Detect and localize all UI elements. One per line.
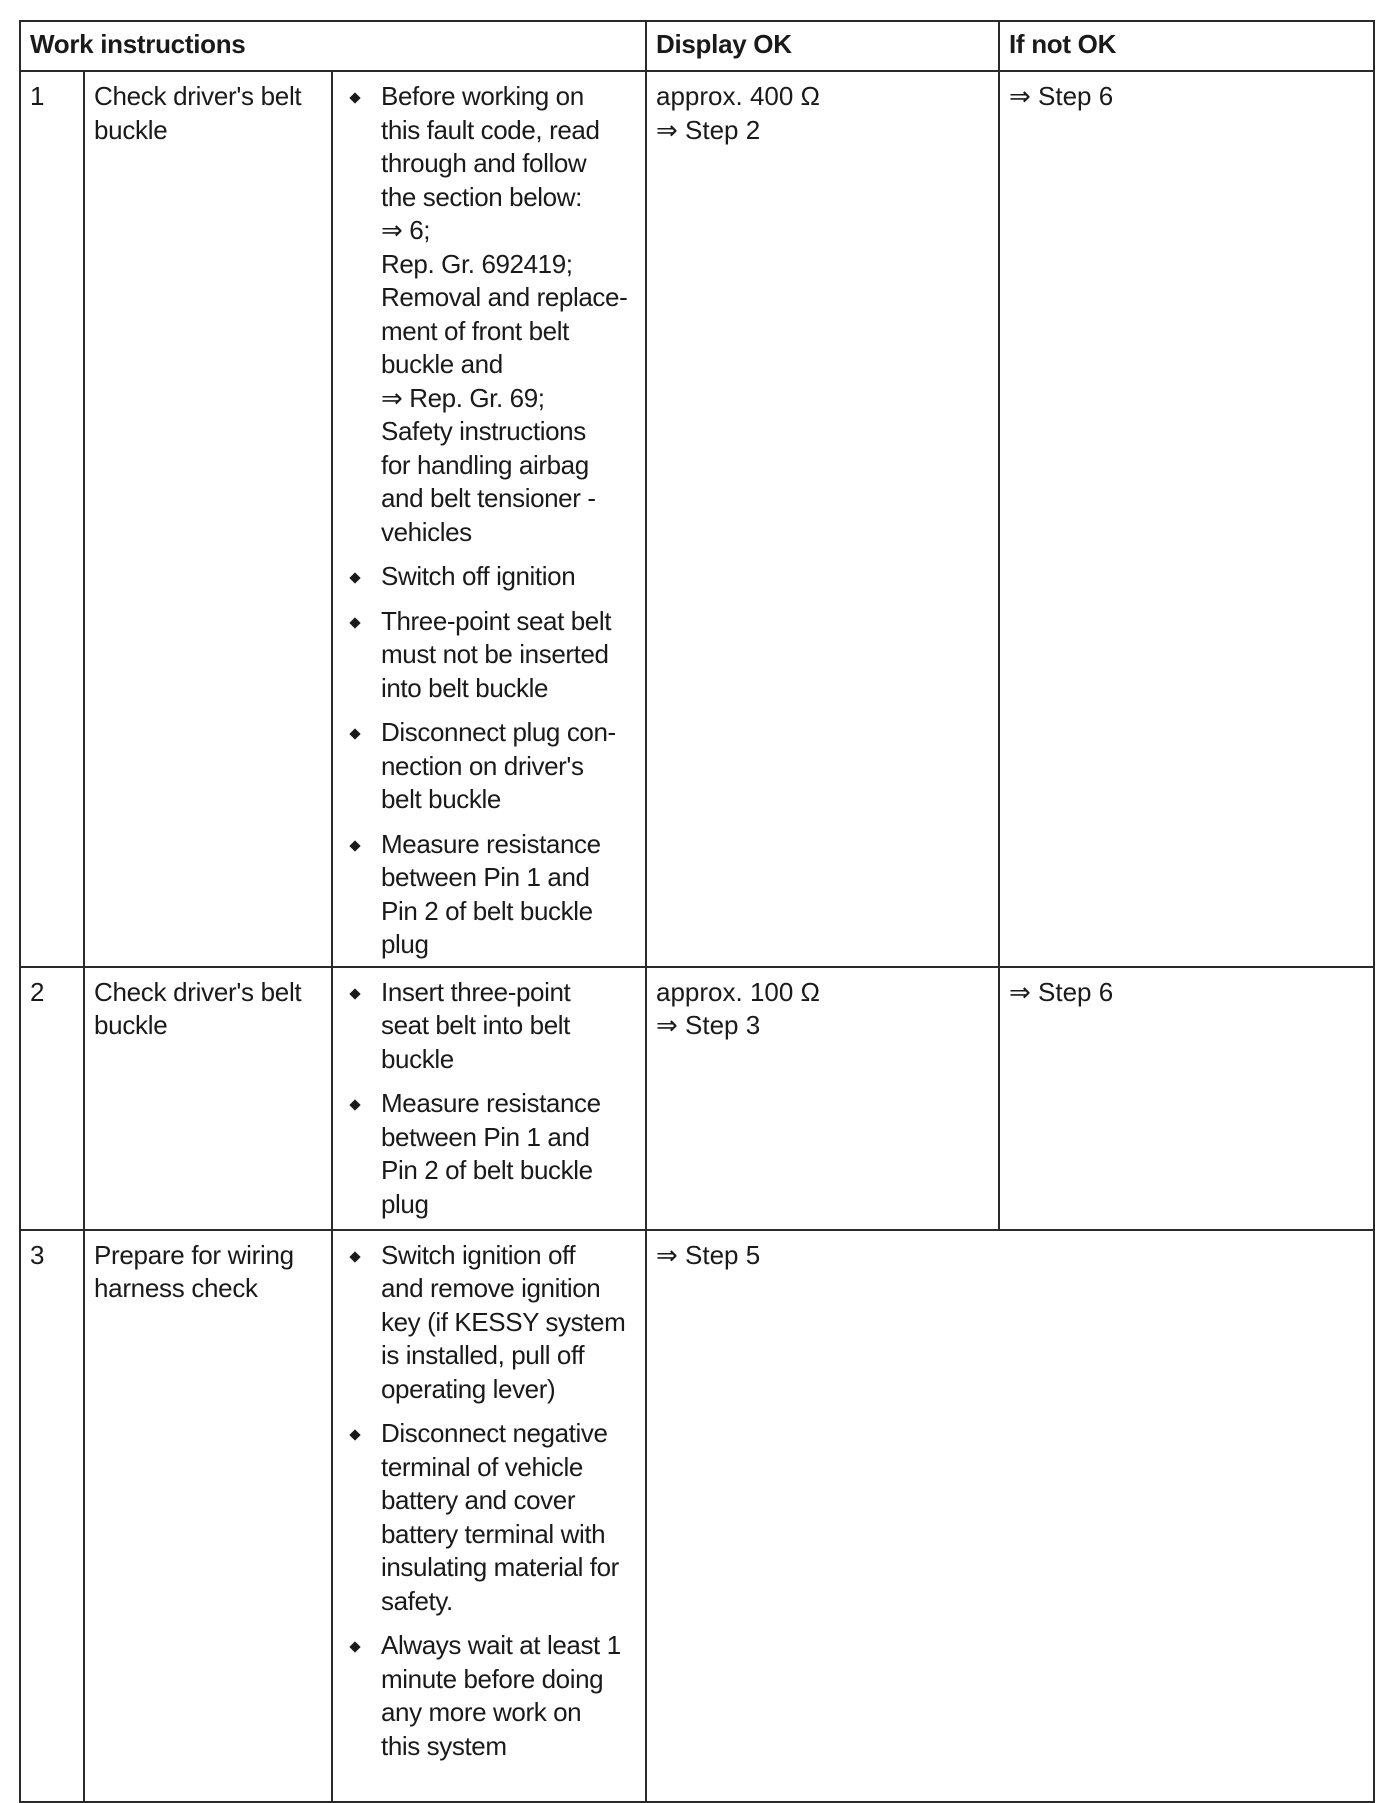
instruction-item: Switch ignition off and remove ignition key (if KESSY system is installed, pull off operating lever) <box>342 1239 636 1407</box>
table-row <box>20 1230 1374 1802</box>
step-title: Check driver's belt buckle <box>84 71 332 967</box>
instruction-item: Always wait at least 1 minute before doing any more work on this system <box>342 1629 636 1763</box>
diamond-bullet-icon <box>349 92 360 103</box>
step-instructions <box>332 1230 646 1802</box>
diamond-bullet-icon <box>349 1641 360 1652</box>
instruction-item: Three-point seat belt must not be inserted into belt buckle <box>342 605 636 706</box>
work-instructions-table <box>19 20 1375 1803</box>
step-number: 3 <box>20 1230 84 1802</box>
display-ok-cell: ⇒ Step 5 <box>646 1230 1374 1802</box>
if-not-ok-cell: ⇒ Step 6 <box>999 967 1374 1230</box>
instruction-item: Disconnect plug con- nection on driver's belt buckle <box>342 716 636 817</box>
if-not-ok-cell: ⇒ Step 6 <box>999 71 1374 967</box>
diamond-bullet-icon <box>349 988 360 999</box>
instruction-item: Disconnect negative terminal of vehicle battery and cover battery terminal with insulating material for safety. <box>342 1417 636 1618</box>
display-ok-cell: approx. 100 Ω ⇒ Step 3 <box>646 967 999 1230</box>
instruction-item: Switch off ignition <box>342 560 636 594</box>
diamond-bullet-icon <box>349 1429 360 1440</box>
instruction-item: Insert three-point seat belt into belt buckle <box>342 976 636 1077</box>
step-title: Prepare for wiring harness check <box>84 1230 332 1802</box>
table-row <box>20 71 1374 967</box>
instruction-item: Measure resistance between Pin 1 and Pin 2 of belt buckle plug <box>342 1087 636 1221</box>
header-display-ok: Display OK <box>646 21 999 71</box>
diamond-bullet-icon <box>349 728 360 739</box>
display-ok-cell: approx. 400 Ω ⇒ Step 2 <box>646 71 999 967</box>
table-row <box>20 967 1374 1230</box>
diamond-bullet-icon <box>349 1099 360 1110</box>
diamond-bullet-icon <box>349 840 360 851</box>
step-title: Check driver's belt buckle <box>84 967 332 1230</box>
step-instructions <box>332 967 646 1230</box>
header-if-not-ok: If not OK <box>999 21 1374 71</box>
table-header-row <box>20 21 1374 71</box>
diamond-bullet-icon <box>349 572 360 583</box>
step-instructions <box>332 71 646 967</box>
header-work-instructions: Work instructions <box>20 21 646 71</box>
step-number: 1 <box>20 71 84 967</box>
diamond-bullet-icon <box>349 1251 360 1262</box>
step-number: 2 <box>20 967 84 1230</box>
instruction-item: Measure resistance between Pin 1 and Pin 2 of belt buckle plug <box>342 828 636 962</box>
instruction-item: Before working on this fault code, read through and follow the section below: ⇒ 6; Rep. Gr. 692419; Removal and replace- ment of front belt buckle and ⇒ Rep. Gr. 69; Safety instructions for handling airbag and belt tensioner - vehicles <box>342 80 636 549</box>
diamond-bullet-icon <box>349 617 360 628</box>
